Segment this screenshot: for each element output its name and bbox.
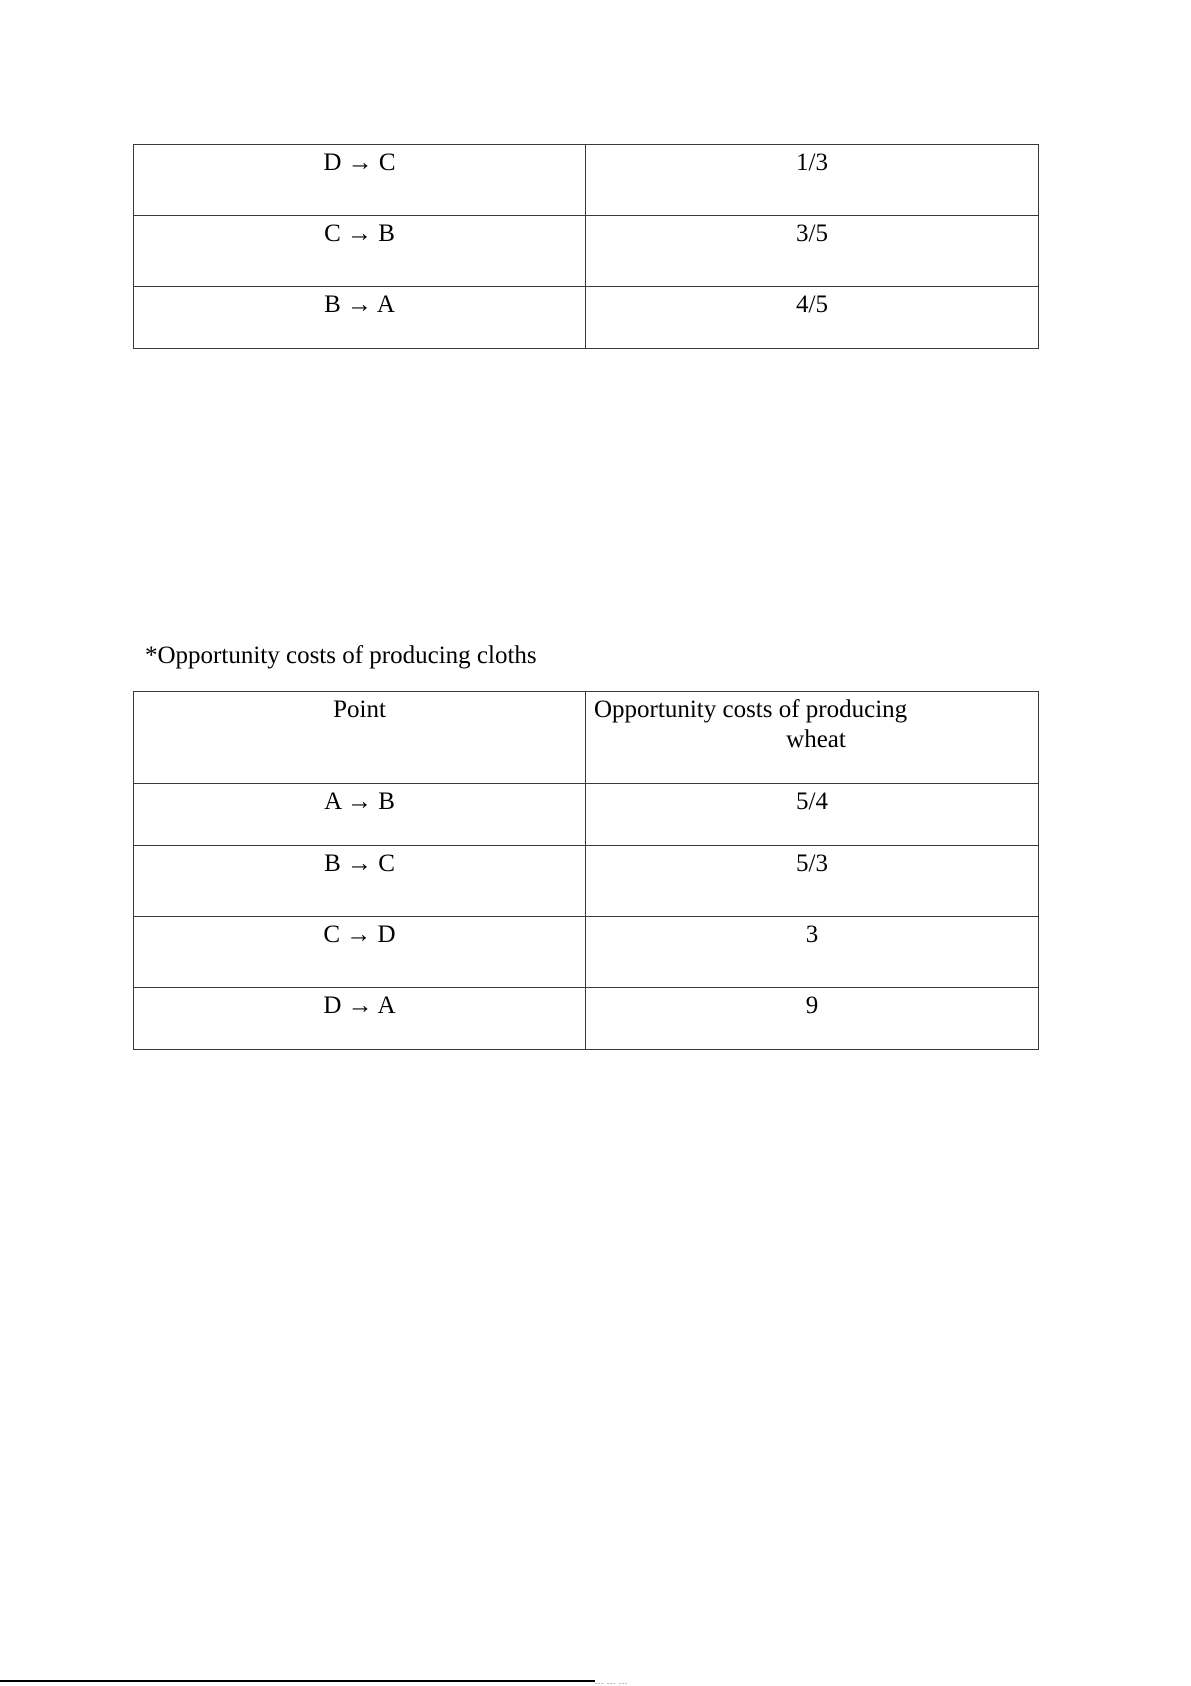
table-caption: *Opportunity costs of producing cloths bbox=[145, 642, 537, 669]
opportunity-cost-table-bottom bbox=[133, 691, 1039, 1050]
table-row bbox=[134, 145, 1039, 216]
table-row bbox=[134, 287, 1039, 349]
value-cell: 1/3 bbox=[586, 145, 1039, 216]
point-cell: D → C bbox=[134, 145, 586, 216]
point-cell: C → D bbox=[134, 917, 586, 988]
table-header-row bbox=[134, 692, 1039, 784]
table-row bbox=[134, 917, 1039, 988]
point-cell: A → B bbox=[134, 784, 586, 846]
header-value-line1: Opportunity costs of producing bbox=[594, 696, 908, 723]
table-row bbox=[134, 784, 1039, 846]
point-cell: B → A bbox=[134, 287, 586, 349]
table-row bbox=[134, 216, 1039, 287]
value-cell: 3 bbox=[586, 917, 1039, 988]
point-cell: B → C bbox=[134, 846, 586, 917]
table-row bbox=[134, 846, 1039, 917]
header-value-line2: wheat bbox=[786, 726, 846, 753]
value-cell: 5/4 bbox=[586, 784, 1039, 846]
header-point: Point bbox=[134, 692, 586, 784]
point-cell: D → A bbox=[134, 988, 586, 1050]
point-cell: C → B bbox=[134, 216, 586, 287]
table-row bbox=[134, 988, 1039, 1050]
opportunity-cost-table-top bbox=[133, 144, 1039, 349]
value-cell: 5/3 bbox=[586, 846, 1039, 917]
value-cell: 3/5 bbox=[586, 216, 1039, 287]
header-value bbox=[586, 692, 1039, 784]
footer-divider bbox=[0, 1680, 595, 1682]
value-cell: 9 bbox=[586, 988, 1039, 1050]
footer-text: ... ... ... bbox=[595, 1677, 628, 1686]
value-cell: 4/5 bbox=[586, 287, 1039, 349]
